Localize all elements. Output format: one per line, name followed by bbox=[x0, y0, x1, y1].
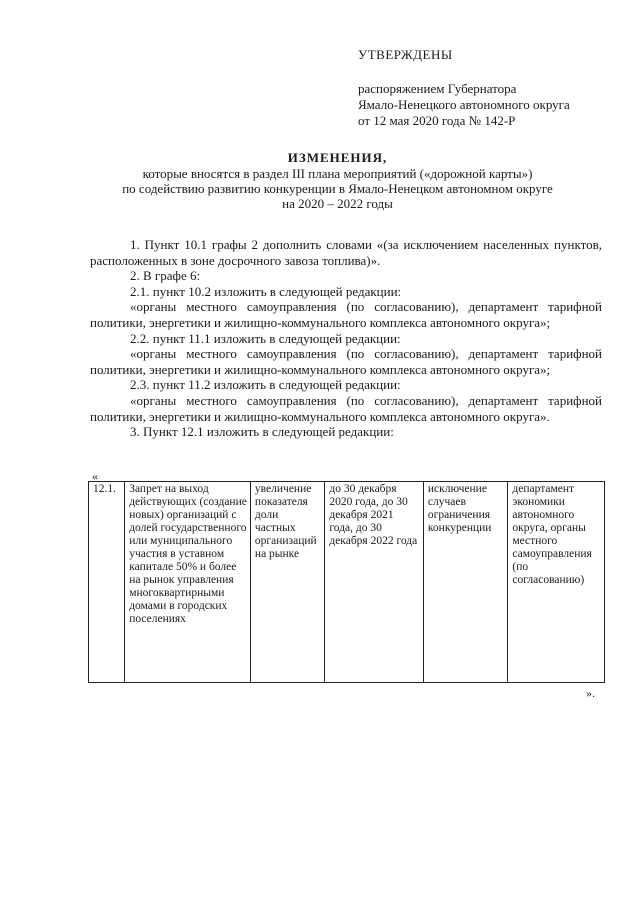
cell-measure: Запрет на выход действующих (создание новых) организаций с долей государственного или муниципального участия в уставном капитале 50% и более на рынок управления многоквартирными домами в городских поселениях bbox=[125, 482, 251, 683]
title-line-3: на 2020 – 2022 годы bbox=[282, 196, 393, 211]
title-line-2: по содействию развитию конкуренции в Ямало-Ненецком автономном округе bbox=[122, 181, 553, 196]
paragraph-7: 2.3. пункт 11.2 изложить в следующей редакции: bbox=[130, 377, 401, 393]
paragraph-8: «органы местного самоуправления (по согласованию), департамент тарифной политики, энергетики и жилищно-коммунального комплекса автономного округа». bbox=[90, 392, 602, 424]
cell-responsible: департамент экономики автономного округа, органы местного самоуправления (по согласованию) bbox=[508, 482, 605, 683]
table-row bbox=[89, 482, 605, 683]
document-title bbox=[60, 150, 615, 211]
paragraph-9: 3. Пункт 12.1 изложить в следующей редакции: bbox=[130, 424, 394, 440]
paragraph-5: 2.2. пункт 11.1 изложить в следующей редакции: bbox=[130, 330, 401, 346]
opening-quote: « bbox=[92, 469, 98, 483]
paragraph-3: 2.1. пункт 10.2 изложить в следующей редакции: bbox=[130, 283, 402, 299]
paragraph-2: 2. В графе 6: bbox=[130, 268, 201, 284]
closing-quote: ». bbox=[586, 686, 595, 700]
title-main: ИЗМЕНЕНИЯ, bbox=[287, 150, 388, 165]
cell-indicator: увеличение показателя доли частных организаций на рынке bbox=[250, 482, 324, 683]
paragraph-1: 1. Пункт 10.1 графы 2 дополнить словами «(за исключением населенных пунктов, расположенных в зоне досрочного завоза топлива)». bbox=[90, 237, 602, 268]
title-line-1: которые вносятся в раздел III плана мероприятий («дорожной карты») bbox=[142, 166, 533, 181]
approval-line-1: распоряжением Губернатора bbox=[358, 81, 517, 96]
approval-line-2: Ямало-Ненецкого автономного округа bbox=[358, 97, 570, 112]
cell-deadline: до 30 декабря 2020 года, до 30 декабря 2021 года, до 30 декабря 2022 года bbox=[325, 482, 424, 683]
paragraph-4: «органы местного самоуправления (по согласованию), департамент тарифной политики, энергетики и жилищно-коммунального комплекса автономного округа»; bbox=[90, 299, 602, 330]
approval-stamp bbox=[358, 47, 618, 129]
paragraph-6: «органы местного самоуправления (по согласованию), департамент тарифной политики, энергетики и жилищно-коммунального комплекса автономного округа»; bbox=[90, 346, 602, 377]
cell-result: исключение случаев ограничения конкуренции bbox=[423, 482, 507, 683]
approval-heading: УТВЕРЖДЕНЫ bbox=[358, 47, 453, 62]
document-body bbox=[90, 237, 602, 440]
plan-table bbox=[88, 481, 605, 683]
approval-line-3: от 12 мая 2020 года № 142-Р bbox=[358, 113, 516, 128]
cell-item-number: 12.1. bbox=[89, 482, 125, 683]
